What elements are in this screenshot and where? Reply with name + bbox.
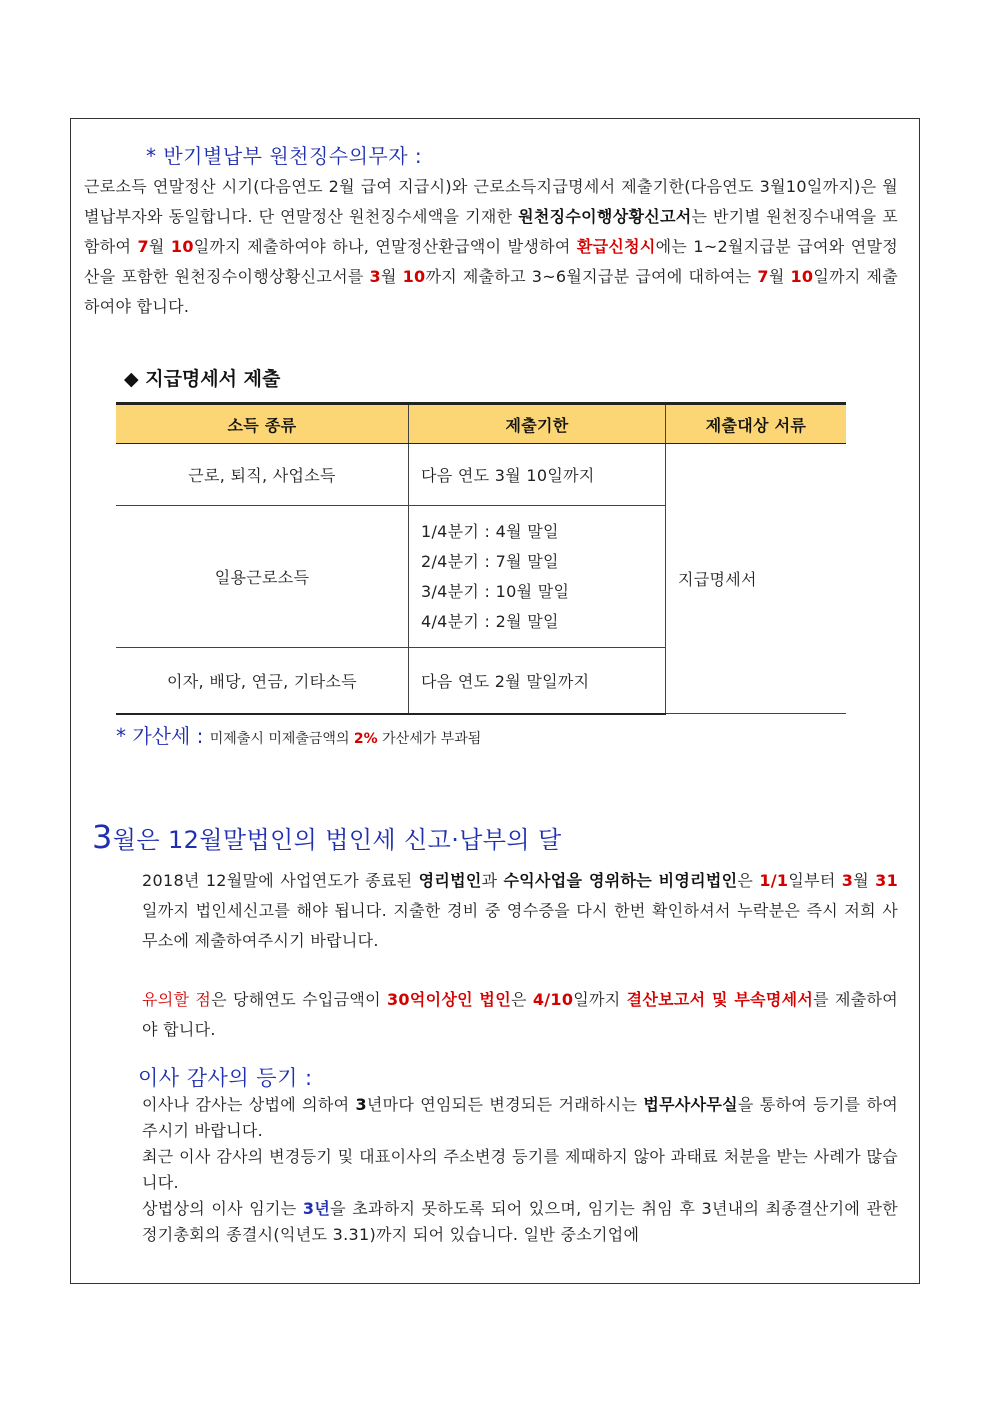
- document-cell: 지급명세서: [666, 444, 847, 714]
- deadline-cell: 다음 연도 3월 10일까지: [409, 444, 666, 506]
- paragraph-line: 이사나 감사는 상법에 의하여 3년마다 연임되든 변경되든 거래하시는 법무사사무실을 통하여 등기를 하여 주시기 바랍니다.: [142, 1095, 899, 1140]
- corporate-tax-paragraph: 2018년 12월말에 사업연도가 종료된 영리법인과 수익사업을 영위하는 비영리법인은 1/1일부터 3월 31일까지 법인세신고를 해야 됩니다. 지출한 경비 중 영수증을 다시 한번 확인하셔서 누락분은 즉시 저희 사무소에 제출하여주시기 바랍니다.: [142, 871, 899, 950]
- quarter-deadline: 1/4분기 : 4월 말일: [421, 521, 559, 541]
- income-type-cell: 일용근로소득: [116, 506, 409, 648]
- header-deadline: 제출기한: [409, 404, 666, 444]
- table-header-row: [116, 404, 846, 444]
- penalty-note: * 가산세 : 미제출시 미제출금액의 2% 가산세가 부과됨: [116, 724, 482, 748]
- income-type-cell: 근로, 퇴직, 사업소득: [116, 444, 409, 506]
- deadline-cell: 다음 연도 2월 말일까지: [409, 648, 666, 714]
- withholding-paragraph: 근로소득 연말정산 시기(다음연도 2월 급여 지급시)와 근로소득지급명세서 제출기한(다음연도 3월10일까지)은 월별납부자와 동일합니다. 단 연말정산 원천징수세액을 기재한 원천징수이행상황신고서는 반기별 원천징수내역을 포함하여 7월 10일까지 제출하여야 하나, 연말정산환급액이 발생하여 환급신청시에는 1~2월지급분 급여와 연말정산을 포함한 원천징수이행상황신고서를 3월 10까지 제출하고 3~6월지급분 급여에 대하여는 7월 10일까지 제출하여야 합니다.: [84, 177, 898, 316]
- paragraph-line: 최근 이사 감사의 변경등기 및 대표이사의 주소변경 등기를 제때하지 않아 과태료 처분을 받는 사례가 많습니다.: [142, 1147, 898, 1192]
- director-registration-paragraph: [142, 1092, 898, 1248]
- withholding-heading: * 반기별납부 원천징수의무자 :: [146, 144, 423, 168]
- paragraph-line: 상법상의 이사 임기는 3년을 초과하지 못하도록 되어 있으며, 임기는 취임 후 3년내의 최종결산기에 관한 정기총회의 종결시(익년도 3.31)까지 되어 있습니다. 일반 중소기업에: [142, 1199, 898, 1244]
- deadline-cell: [409, 506, 666, 648]
- caution-paragraph: 유의할 점은 당해연도 수입금액이 30억이상인 법인은 4/10일까지 결산보고서 및 부속명세서를 제출하여야 합니다.: [142, 990, 898, 1039]
- header-document: 제출대상 서류: [666, 404, 847, 444]
- quarter-deadline: 4/4분기 : 2월 말일: [421, 611, 559, 631]
- header-income-type: 소득 종류: [116, 404, 409, 444]
- income-type-cell: 이자, 배당, 연금, 기타소득: [116, 648, 409, 714]
- quarter-deadline: 2/4분기 : 7월 말일: [421, 551, 559, 571]
- payment-statement-title: ◆ 지급명세서 제출: [124, 368, 281, 390]
- corporate-tax-heading: 3월은 12월말법인의 법인세 신고·납부의 달: [92, 818, 562, 856]
- quarter-deadline: 3/4분기 : 10월 말일: [421, 581, 570, 601]
- payment-statement-table: [116, 402, 846, 715]
- director-registration-heading: 이사 감사의 등기 :: [138, 1066, 313, 1090]
- table-row: [116, 444, 846, 506]
